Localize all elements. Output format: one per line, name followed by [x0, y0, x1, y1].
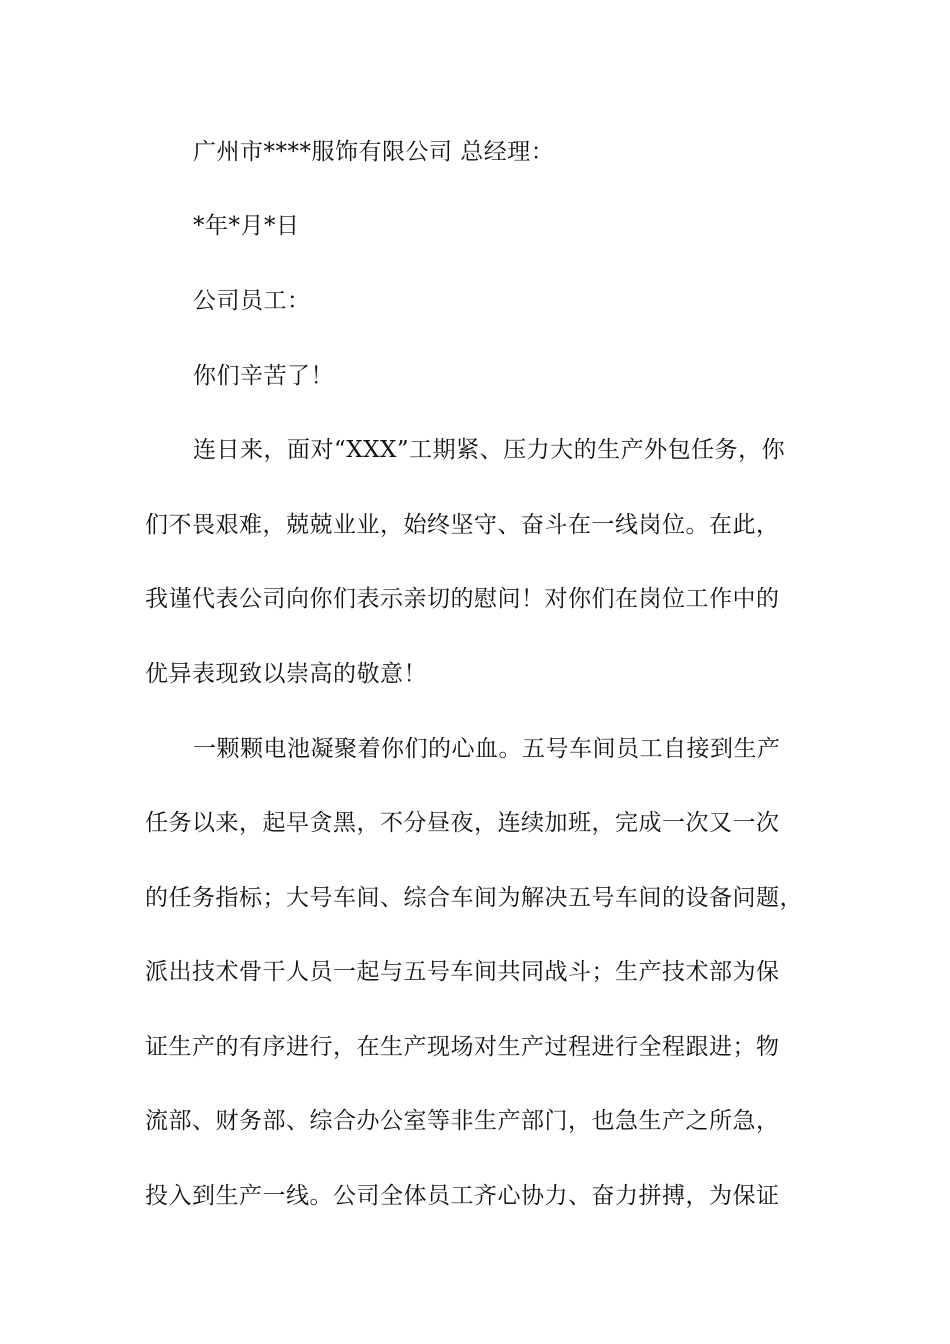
greeting-line: 你们辛苦了！	[193, 363, 334, 389]
date-line: *年*月*日	[193, 213, 300, 239]
paragraph-1-line-2: 们不畏艰难，兢兢业业，始终坚守、奋斗在一线岗位。在此，	[145, 512, 780, 538]
company-line: 广州市****服饰有限公司 总经理：	[193, 139, 555, 165]
paragraph-2-line-2: 任务以来，起早贪黑，不分昼夜，连续加班，完成一次又一次	[145, 810, 780, 836]
paragraph-1-line-3: 我谨代表公司向你们表示亲切的慰问！对你们在岗位工作中的	[145, 586, 780, 612]
paragraph-2-line-4: 派出技术骨干人员一起与五号车间共同战斗；生产技术部为保	[145, 959, 780, 985]
paragraph-2-line-7: 投入到生产一线。公司全体员工齐心协力、奋力拼搏，为保证	[145, 1183, 780, 1209]
paragraph-1-line-1: 连日来，面对“XXX”工期紧、压力大的生产外包任务，你	[193, 437, 786, 463]
paragraph-2-line-5: 证生产的有序进行，在生产现场对生产过程进行全程跟进；物	[145, 1034, 780, 1060]
paragraph-1-line-4: 优异表现致以崇高的敬意！	[145, 661, 427, 687]
paragraph-2-line-1: 一颗颗电池凝聚着你们的心血。五号车间员工自接到生产	[193, 736, 781, 762]
paragraph-2-line-6: 流部、财务部、综合办公室等非生产部门，也急生产之所急，	[145, 1108, 780, 1134]
paragraph-2-line-3: 的任务指标；大号车间、综合车间为解决五号车间的设备问题，	[145, 885, 803, 911]
salutation-line: 公司员工：	[193, 288, 311, 314]
